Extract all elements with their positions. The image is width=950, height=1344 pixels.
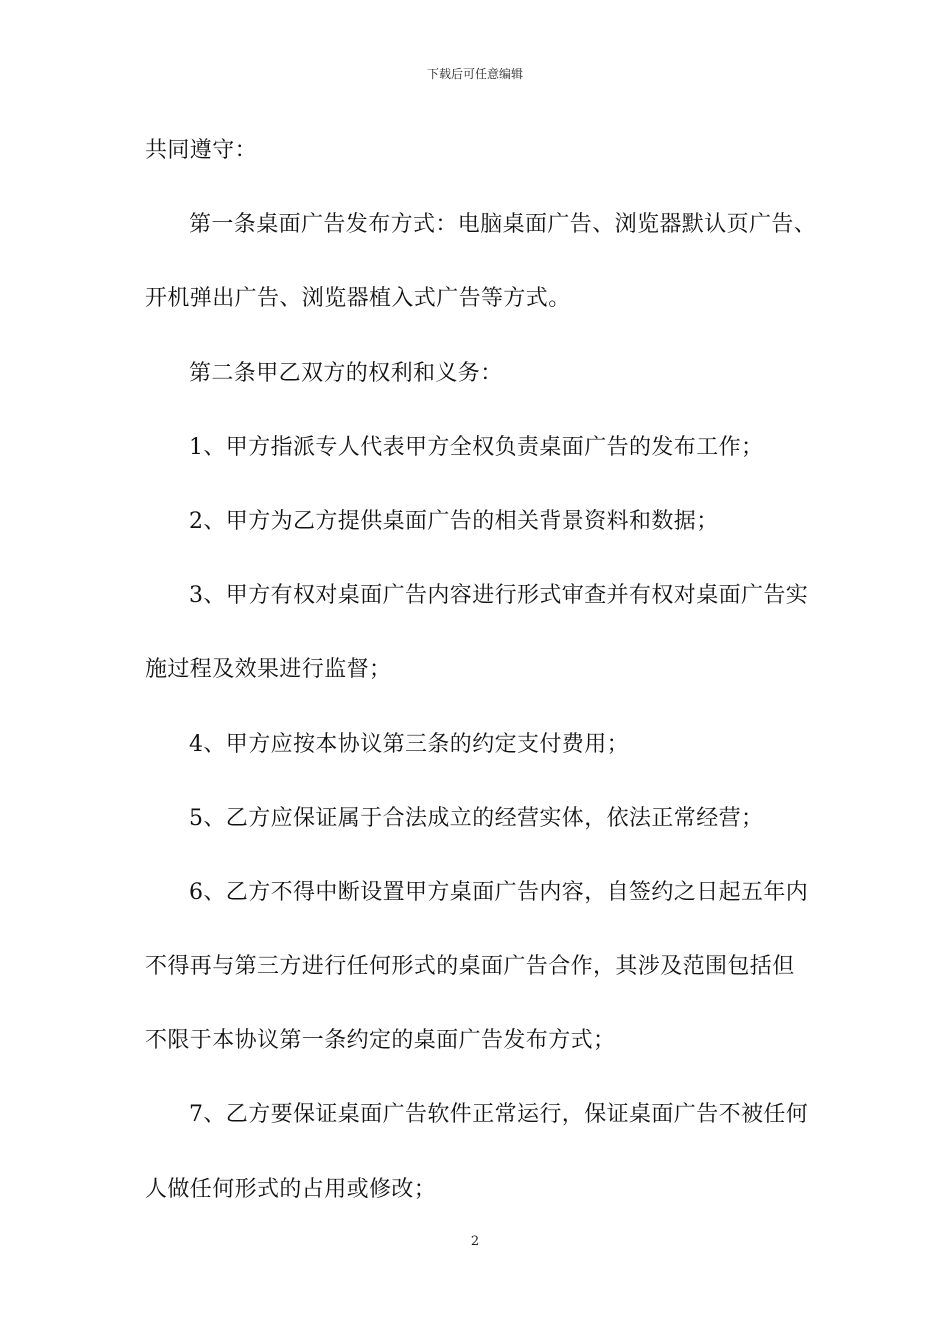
paragraph-line: 5、乙方应保证属于合法成立的经营实体，依法正常经营； [189,805,764,831]
paragraph-line: 人做任何形式的占用或修改； [145,1176,437,1202]
paragraph-line: 第一条桌面广告发布方式：电脑桌面广告、浏览器默认页广告、 [189,212,817,238]
page-number: 2 [470,1234,480,1249]
paragraph-line: 开机弹出广告、浏览器植入式广告等方式。 [145,286,571,312]
document-body [145,128,825,1241]
page-header: 下载后可任意编辑 [426,67,523,81]
paragraph-line: 1、甲方指派专人代表甲方全权负责桌面广告的发布工作； [189,434,764,460]
paragraph-line: 不限于本协议第一条约定的桌面广告发布方式； [145,1028,616,1054]
paragraph-line: 共同遵守： [145,138,258,163]
paragraph-line: 不得再与第三方进行任何形式的桌面广告合作，其涉及范围包括但 [145,954,795,980]
paragraph-line: 2、甲方为乙方提供桌面广告的相关背景资料和数据； [189,508,719,534]
paragraph-line: 施过程及效果进行监督； [145,657,392,683]
paragraph-line: 6、乙方不得中断设置甲方桌面广告内容，自签约之日起五年内 [189,879,809,905]
paragraph-line: 4、甲方应按本协议第三条的约定支付费用； [189,731,629,757]
paragraph-line: 7、乙方要保证桌面广告软件正常运行，保证桌面广告不被任何 [189,1102,809,1128]
paragraph-line: 3、甲方有权对桌面广告内容进行形式审查并有权对桌面广告实 [189,583,809,609]
paragraph-line: 第二条甲乙双方的权利和义务： [189,360,503,386]
